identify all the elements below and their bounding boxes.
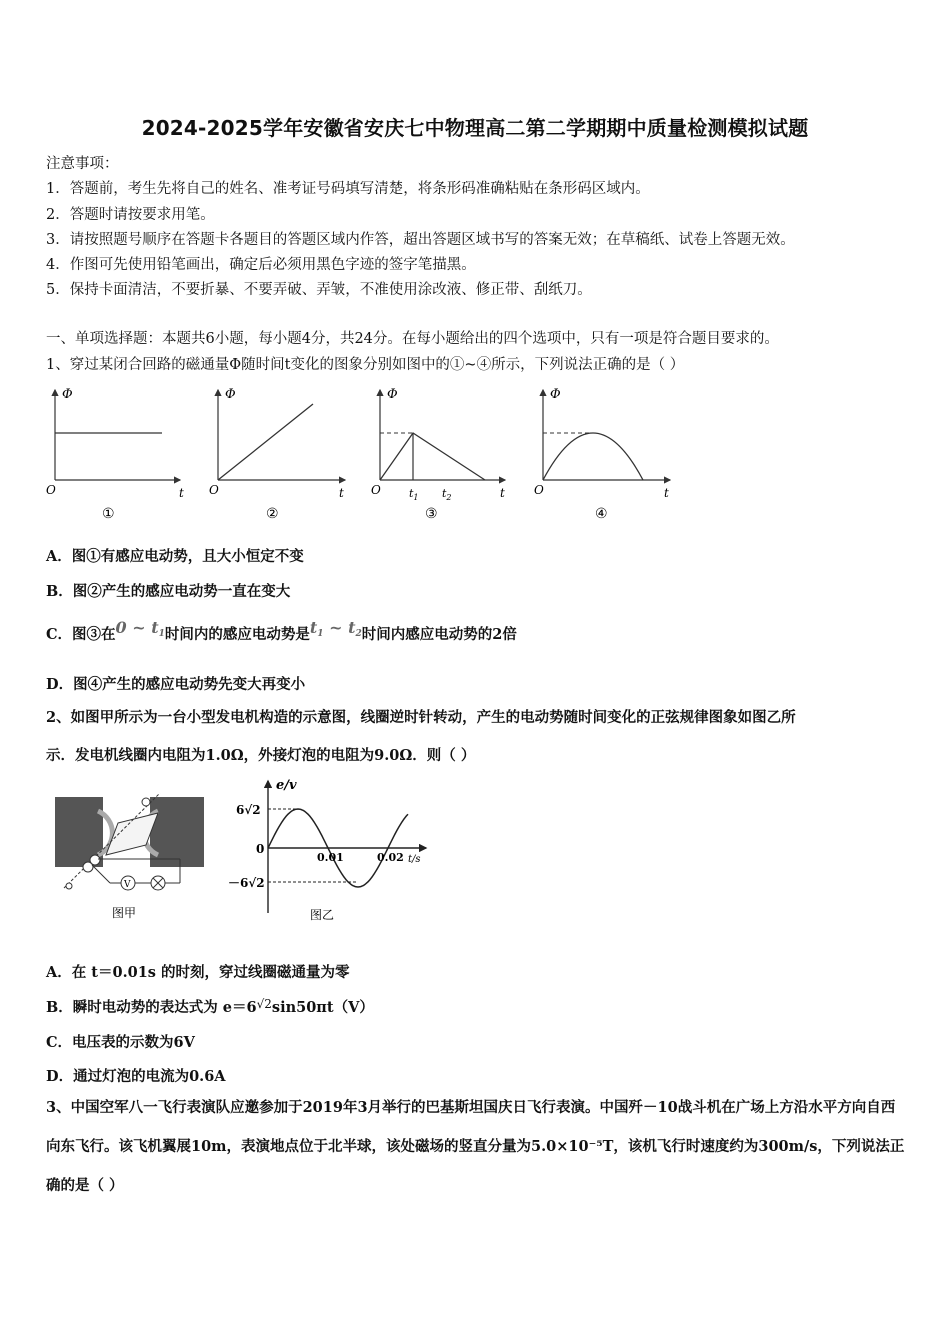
graph-ylabel: Φ [62,387,73,402]
graph-ymin: －6√2 [228,876,265,890]
flux-line [380,433,485,480]
flux-curve [543,433,643,480]
notice-item: 1．答题前，考生先将自己的姓名、准考证号码填写清楚，将条形码准确粘贴在条形码区域内。 [46,181,650,197]
graph-origin: 0 [256,842,265,856]
graph-ylabel: Φ [225,387,236,402]
notice-item: 3．请按照题号顺序在答题卡各题目的答题区域内作答，超出答题区域书写的答案无效；在草稿纸、试卷上答题无效。 [46,232,795,248]
flux-line [218,404,313,480]
graph-origin: O [209,483,219,497]
q1-stem: 1、穿过某闭合回路的磁通量Φ随时间t变化的图象分别如图中的①~④所示，下列说法正确的是（ ） [46,357,685,373]
graph-caption: ① [102,506,115,522]
opt-b-pre: B．瞬时电动势的表达式为 e＝6 [46,999,257,1016]
generator-diagram [50,783,220,923]
notice-item: 2．答题时请按要求用笔。 [46,207,215,223]
graph-xlabel: t [664,486,669,500]
graph-3 [371,387,505,522]
q1-option-d: D．图④产生的感应电动势先变大再变小 [46,676,306,693]
q3-stem: 3、中国空军八一飞行表演队应邀参加于2019年3月举行的巴基斯坦国庆日飞行表演。中国歼－10战斗机在广场上方沿水平方向自西向东飞行。该飞机翼展10m，表演地点位于北半球，该处磁场的竖直分量为5.0×10⁻⁵T，该机飞行时速度约为300m/s，下列说法正确的是（ ） [46,1099,905,1194]
graph-ylabel: e/v [276,778,297,793]
graph-ymax: 6√2 [236,803,261,817]
notice-item: 4．作图可先使用铅笔画出，确定后必须用黑色字迹的签字笔描黑。 [46,257,476,273]
graph-xlabel: t [500,486,505,500]
graph-caption: ③ [425,506,438,522]
opt-c-mid: 时间内的感应电动势是 [164,626,310,643]
q1-option-a: A．图①有感应电动势，且大小恒定不变 [46,548,304,565]
opt-b-post: sin50πt（V） [271,999,374,1016]
opt-c-math2-sub1: 1 [317,629,324,639]
q2-option-d: D．通过灯泡的电流为0.6A [46,1068,226,1085]
q2-stem-line2: 示．发电机线圈内电阻为1.0Ω，外接灯泡的电阻为9.0Ω．则（ ） [46,747,476,764]
opt-c-math2: t [309,618,318,637]
graph-xlabel: t [339,486,344,500]
notice-heading: 注意事项： [46,156,119,172]
graph-xlabel: t/s [408,854,421,865]
graph-caption: ② [266,506,279,522]
svg-text:t2 [442,487,452,502]
q2-option-a: A．在 t＝0.01s 的时刻，穿过线圈磁通量为零 [46,964,350,981]
graph-tick: 0.01 [317,851,344,864]
q2-option-c: C．电压表的示数为6V [46,1034,195,1051]
graph-4 [534,387,670,522]
graph-caption: ④ [595,506,608,522]
graph-ylabel: Φ [387,387,398,402]
figure-caption: 图乙 [310,908,335,922]
graph-tick: 0.02 [377,851,404,864]
t2-sub: 2 [446,493,452,502]
opt-b-sqrt: √2 [256,997,272,1011]
emf-graph [228,775,438,925]
graph-xlabel: t [179,486,184,500]
opt-c-pre: C．图③在 [46,626,116,643]
q1-option-c [46,618,517,645]
t1-label: t [409,487,414,500]
graph-ylabel: Φ [550,387,561,402]
section-heading: 一、单项选择题：本题共6小题，每小题4分，共24分。在每小题给出的四个选项中，只有一项是符合题目要求的。 [46,331,779,347]
opt-c-math2-tilde: ~ t [323,618,356,637]
graph-2 [209,387,345,522]
graph-1 [46,387,184,522]
graph-origin: O [534,483,544,497]
voltmeter-label: V [124,880,131,890]
opt-c-post: 时间内感应电动势的2倍 [361,626,517,643]
svg-text:t1 [409,487,419,502]
q2-stem-line1: 2、如图甲所示为一台小型发电机构造的示意图，线圈逆时针转动，产生的电动势随时间变化的正弦规律图象如图乙所 [46,709,796,726]
opt-c-math1-sub: 1 [158,629,165,639]
notice-item: 5．保持卡面清洁，不要折暴、不要弄破、弄皱，不准使用涂改液、修正带、刮纸刀。 [46,282,592,298]
figure-caption: 图甲 [112,906,137,920]
graph-origin: O [46,483,56,497]
q1-figure [40,380,680,525]
opt-c-math1: 0 ~ t [115,618,159,637]
q2-option-b [46,996,374,1017]
q1-option-b: B．图②产生的感应电动势一直在变大 [46,583,291,600]
opt-c-math2-sub2: 2 [355,629,362,639]
t1-sub: 1 [413,493,419,502]
t2-label: t [442,487,447,500]
graph-origin: O [371,483,381,497]
page-title: 2024-2025学年安徽省安庆七中物理高二第二学期期中质量检测模拟试题 [141,116,809,140]
